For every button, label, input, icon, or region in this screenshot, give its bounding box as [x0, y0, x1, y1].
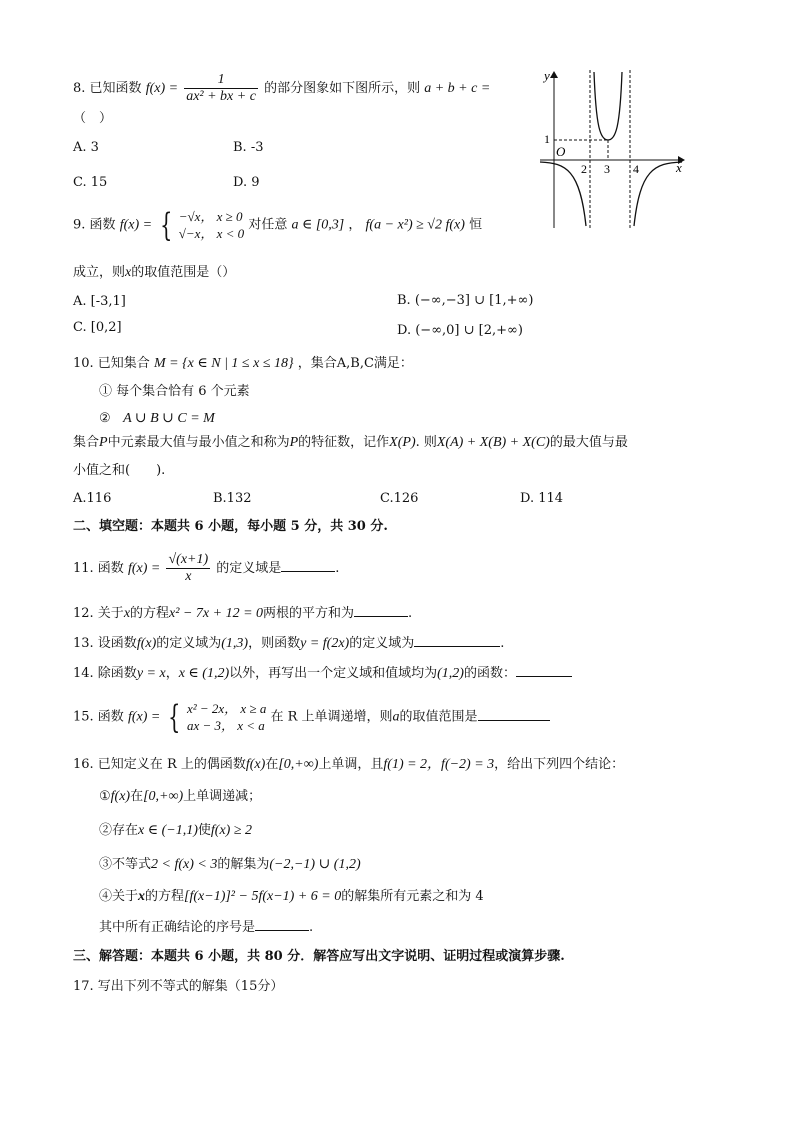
q12-prefix: 12. 关于: [73, 606, 124, 621]
q8-denominator: ax² + bx + c: [186, 89, 256, 104]
q16-c1-mid: 在: [130, 789, 144, 804]
q9-line2: [73, 264, 235, 282]
q16-c3-label: ③不等式: [99, 857, 152, 872]
q16-c3-set: (−2,−1) ∪ (1,2): [269, 857, 361, 872]
q16-final-end: .: [309, 920, 314, 935]
q14-blank: [516, 664, 572, 677]
q14-suffix: 以外，再写出一个定义域和值域均为: [229, 666, 438, 681]
q14-range: (1,2): [437, 666, 464, 681]
q12-end: .: [408, 606, 413, 621]
q8-fraction: [184, 72, 258, 105]
q9-line2-text: 成立，则: [73, 265, 126, 280]
q15-case1: x² − 2x， x ≥ a: [186, 701, 267, 716]
q15-brace: {: [168, 698, 181, 736]
q10-desc2: 中元素最大值与最小值之和称为: [107, 435, 290, 450]
q16-final-text: 其中所有正确结论的序号是: [99, 920, 256, 935]
q10-option-d: D. 114: [520, 491, 564, 506]
q16-fx: f(x): [245, 757, 266, 772]
q8-suffix: 的部分图象如下图所示，则: [264, 81, 421, 96]
q12-mid: 的方程: [130, 606, 170, 621]
q16-c1-fx: f(x): [110, 789, 131, 804]
q12-suffix: 两根的平方和为: [263, 606, 355, 621]
q8-numerator: 1: [184, 72, 258, 89]
q9-option-a: A. [-3,1]: [73, 294, 126, 309]
q10-desc1: 集合: [73, 435, 100, 450]
q10-XP: X(P): [389, 435, 416, 450]
q11-end: .: [335, 561, 340, 576]
curve-left: [540, 162, 586, 226]
q16-blank: [255, 918, 309, 931]
q10-description: [73, 434, 628, 452]
section-2-heading: 二、填空题：本题共 6 小题，每小题 5 分，共 30 分.: [73, 519, 388, 534]
q13-blank: [414, 634, 500, 647]
q8-paren: （ ）: [73, 111, 113, 126]
q10-option-b: B.132: [213, 491, 252, 506]
q8-option-d: D. 9: [233, 175, 260, 190]
q13-prefix: 13. 设函数: [73, 636, 137, 651]
q11-denominator: x: [185, 569, 192, 584]
curve-middle: [594, 72, 622, 140]
q9-separator: ，: [348, 217, 362, 233]
q8-fx: f(x) =: [145, 81, 179, 96]
q14-sep: ，: [165, 666, 179, 681]
q9-option-b: B. (−∞,−3] ∪ [1,+∞): [397, 293, 534, 308]
q15-fx: f(x) =: [127, 709, 161, 725]
q14-end: 的函数：: [463, 666, 516, 681]
q12-var: x: [123, 606, 131, 621]
q8-option-a: A. 3: [73, 140, 99, 155]
q15-case2: ax − 3， x < a: [186, 718, 265, 733]
y-axis-label: y: [544, 68, 550, 83]
q8-expression: a + b + c =: [424, 81, 491, 96]
q16-c4-eq: [f(x−1)]² − 5f(x−1) + 6 = 0: [184, 889, 342, 904]
q8-line: [73, 72, 490, 105]
q16-c4-end: 的解集所有元素之和为 4: [341, 889, 484, 904]
q10-cond2-expr: A ∪ B ∪ C = M: [123, 411, 215, 426]
q11-suffix: 的定义域是: [216, 561, 282, 576]
function-graph: [536, 66, 688, 232]
q15-line: [73, 700, 550, 734]
q16-c1-label: ①: [99, 789, 111, 804]
q13-fx: f(x): [136, 636, 157, 651]
q16-mid2: 上单调，且: [318, 757, 384, 772]
q10-desc5: 的最大值与最: [549, 435, 628, 450]
q13-line: [73, 634, 504, 653]
q16-final: [99, 918, 313, 937]
q16-conclusion-2: [99, 822, 252, 840]
q16-mid: 在: [265, 757, 279, 772]
q9-option-d: D. (−∞,0] ∪ [2,+∞): [397, 323, 523, 338]
q8-option-c: C. 15: [73, 175, 108, 190]
q16-line: [73, 756, 624, 774]
q11-fraction: [166, 552, 210, 585]
q9-case2: √−x， x < 0: [178, 226, 245, 241]
x-axis-label: x: [676, 160, 682, 175]
q10-prefix: 10. 已知集合: [73, 356, 150, 371]
curve-right: [634, 162, 682, 226]
q9-case1: −√x， x ≥ 0: [178, 209, 243, 224]
q9-var: x: [125, 265, 132, 280]
q9-inequality: f(a − x²) ≥ √2 f(x): [365, 217, 465, 233]
q16-domain: [0,+∞): [278, 757, 319, 772]
q9-line: [73, 208, 482, 242]
q16-c2-ineq: f(x) ≥ 2: [210, 823, 253, 838]
q13-end: .: [500, 636, 505, 651]
q16-prefix: 16. 已知定义在 R 上的偶函数: [73, 757, 246, 772]
q9-mid: 对任意: [248, 217, 288, 233]
q15-blank: [478, 708, 550, 721]
q16-c2-cond: x ∈ (−1,1): [138, 823, 198, 838]
q16-c4-mid: 的方程: [145, 889, 185, 904]
q16-values: f(1) = 2，f(−2) = 3: [383, 757, 495, 772]
q10-set: M = {x ∈ N | 1 ≤ x ≤ 18}: [153, 356, 294, 371]
q15-mid: 在 R 上单调递增，则: [270, 709, 393, 725]
q10-desc3: 的特征数，记作: [298, 435, 390, 450]
q11-numerator: √(x+1): [168, 552, 209, 567]
q13-suffix: 的定义域为: [349, 636, 415, 651]
q16-suffix: ，给出下列四个结论：: [494, 757, 625, 772]
q10-desc4: . 则: [415, 435, 437, 450]
q10-condition1: ① 每个集合恰有 6 个元素: [99, 384, 250, 399]
q10-option-a: A.116: [73, 491, 112, 506]
q16-conclusion-1: [99, 788, 261, 806]
q16-c4-label: ④关于: [99, 889, 139, 904]
q16-c3-ineq: 2 < f(x) < 3: [151, 857, 218, 872]
q14-domain: x ∈ (1,2): [178, 666, 230, 681]
q9-fx: f(x) =: [119, 217, 153, 233]
q12-blank: [354, 604, 408, 617]
q16-c2-label: ②存在: [99, 823, 139, 838]
q9-option-c: C. [0,2]: [73, 320, 122, 335]
tick-2: 2: [581, 162, 587, 176]
q13-mid2: ，则函数: [248, 636, 301, 651]
q10-condition2: [99, 410, 215, 428]
q9-line2-end: 的取值范围是（）: [131, 265, 236, 280]
origin-label: O: [556, 144, 566, 159]
q15-prefix: 15. 函数: [73, 709, 124, 725]
q16-c4-var: x: [138, 889, 146, 904]
q16-conclusion-3: [99, 856, 361, 874]
q13-mid: 的定义域为: [156, 636, 222, 651]
q16-c2-mid: 使: [197, 823, 211, 838]
tick-4: 4: [633, 162, 639, 176]
q12-line: [73, 604, 412, 623]
q17-line: 17. 写出下列不等式的解集（15分）: [73, 979, 284, 994]
q15-var: a: [392, 709, 400, 725]
q10-cond2-label: ②: [99, 411, 111, 426]
q15-cases: [187, 700, 266, 734]
q9-end: 恒: [469, 217, 483, 233]
tick-3: 3: [604, 162, 610, 176]
q14-prefix: 14. 除函数: [73, 666, 137, 681]
q11-fx: f(x) =: [127, 561, 161, 576]
q10-P: P: [99, 435, 108, 450]
section-3-heading: 三、解答题：本题共 6 小题，共 80 分．解答应写出文字说明、证明过程或演算步骤.: [73, 949, 565, 964]
y-one-label: 1: [544, 132, 550, 146]
q10-option-c: C.126: [380, 491, 419, 506]
q9-condition: a ∈ [0,3]: [291, 217, 345, 233]
q8-prefix: 8. 已知函数: [73, 81, 142, 96]
q13-gx: y = f(2x): [300, 636, 350, 651]
q16-c1-domain: [0,+∞): [143, 789, 184, 804]
q10-line2: 小值之和( ).: [73, 463, 166, 478]
q14-line: [73, 664, 572, 683]
q13-domain: (1,3): [221, 636, 249, 651]
q16-conclusion-4: [99, 888, 484, 906]
q10-P2: P: [289, 435, 299, 450]
q10-line: [73, 355, 413, 373]
q12-equation: x² − 7x + 12 = 0: [169, 606, 264, 621]
q14-fx: y = x: [136, 666, 166, 681]
q8-option-b: B. -3: [233, 140, 264, 155]
q9-brace: {: [160, 206, 173, 244]
q11-prefix: 11. 函数: [73, 561, 124, 576]
q15-suffix: 的取值范围是: [399, 709, 478, 725]
q11-line: [73, 552, 339, 585]
q16-c3-mid: 的解集为: [217, 857, 270, 872]
q10-suffix: ，集合A,B,C满足：: [297, 356, 413, 371]
q9-cases: [179, 208, 244, 242]
q16-c1-end: 上单调递减；: [183, 789, 262, 804]
q10-sum: X(A) + X(B) + X(C): [436, 435, 550, 450]
q9-prefix: 9. 函数: [73, 217, 116, 233]
q11-blank: [281, 559, 335, 572]
